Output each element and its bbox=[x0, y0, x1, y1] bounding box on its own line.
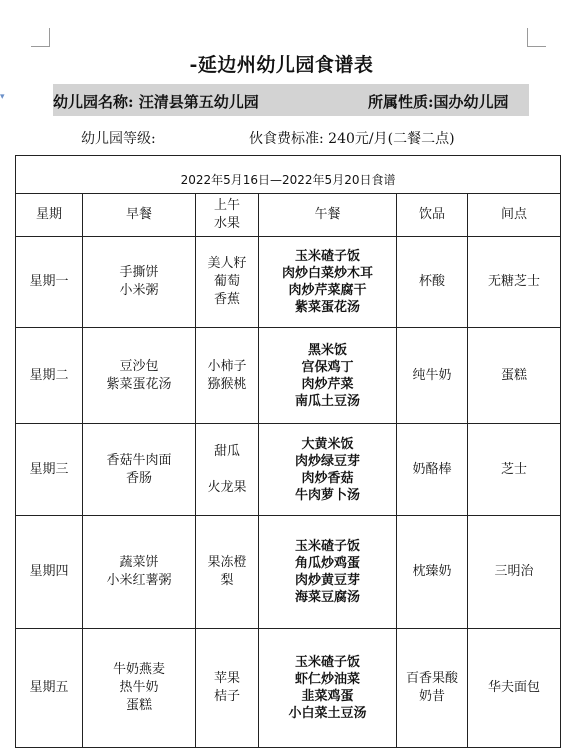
snack-item: 三明治 bbox=[494, 564, 534, 579]
nature-label: 所属性质: bbox=[368, 93, 434, 111]
fruit-cell bbox=[196, 516, 259, 629]
fruit-item: 甜瓜 bbox=[213, 443, 240, 459]
lunch-cell bbox=[259, 424, 397, 516]
lunch-item: 大黄米饭 bbox=[301, 436, 354, 452]
lunch-item: 角瓜炒鸡蛋 bbox=[294, 556, 360, 571]
weekday-cell: 星期三 bbox=[16, 424, 83, 516]
header-weekday: 星期 bbox=[16, 194, 83, 237]
lunch-item: 玉米碴子饭 bbox=[294, 249, 360, 264]
breakfast-item: 蛋糕 bbox=[125, 698, 152, 713]
header-drink: 饮品 bbox=[397, 194, 468, 237]
kindergarten-nature-line bbox=[368, 91, 509, 112]
name-label: 幼儿园名称: bbox=[53, 93, 134, 111]
lunch-item: 肉炒黄豆芽 bbox=[294, 573, 360, 588]
menu-row bbox=[16, 629, 561, 748]
header-lunch: 午餐 bbox=[259, 194, 397, 237]
lunch-item: 小白菜土豆汤 bbox=[288, 706, 367, 721]
fruit-cell bbox=[196, 629, 259, 748]
lunch-cell bbox=[259, 328, 397, 424]
breakfast-item: 香肠 bbox=[125, 470, 152, 486]
lunch-item: 海菜豆腐汤 bbox=[294, 590, 360, 605]
fee-label: 伙食费标准: bbox=[249, 131, 324, 147]
nature-value: 国办幼儿园 bbox=[433, 93, 509, 111]
cursor-mark-icon: ▾ bbox=[0, 92, 5, 102]
drink-item: 枕臻奶 bbox=[412, 564, 452, 579]
weekday-cell: 星期一 bbox=[16, 237, 83, 328]
lunch-item: 宫保鸡丁 bbox=[301, 359, 354, 375]
drink-cell bbox=[397, 328, 468, 424]
fruit-item: 火龙果 bbox=[207, 479, 247, 495]
lunch-cell bbox=[259, 516, 397, 629]
snack-item: 芝士 bbox=[501, 461, 528, 477]
drink-item: 奶酪棒 bbox=[412, 461, 452, 477]
snack-cell bbox=[468, 629, 561, 748]
lunch-item: 韭菜鸡蛋 bbox=[301, 689, 354, 704]
header-snack: 间点 bbox=[468, 194, 561, 237]
menu-row bbox=[16, 237, 561, 328]
lunch-cell bbox=[259, 237, 397, 328]
menu-row bbox=[16, 328, 561, 424]
breakfast-item: 小米红薯粥 bbox=[106, 573, 172, 588]
lunch-item: 肉炒芹菜腐干 bbox=[288, 283, 367, 298]
header-breakfast: 早餐 bbox=[83, 194, 196, 237]
fee-value: 240元/月(二餐二点) bbox=[328, 131, 455, 147]
page-corner-mark-left bbox=[31, 28, 50, 47]
page-corner-mark-right bbox=[527, 28, 546, 47]
lunch-item: 肉炒芹菜 bbox=[301, 376, 354, 392]
breakfast-item: 紫菜蛋花汤 bbox=[106, 376, 172, 392]
drink-item: 纯牛奶 bbox=[412, 367, 452, 383]
lunch-cell bbox=[259, 629, 397, 748]
lunch-item: 虾仁炒油菜 bbox=[294, 672, 360, 687]
menu-row bbox=[16, 516, 561, 629]
drink-cell bbox=[397, 424, 468, 516]
snack-item: 无糖芝士 bbox=[488, 274, 541, 289]
breakfast-cell bbox=[83, 237, 196, 328]
breakfast-item: 牛奶燕麦 bbox=[112, 662, 165, 677]
blank-line bbox=[198, 461, 256, 479]
fruit-item: 小柿子 bbox=[207, 358, 247, 374]
breakfast-item: 手撕饼 bbox=[119, 265, 159, 280]
name-value: 汪清县第五幼儿园 bbox=[138, 93, 259, 111]
menu-table bbox=[15, 155, 561, 748]
breakfast-item: 豆沙包 bbox=[119, 358, 159, 374]
snack-item: 华夫面包 bbox=[488, 680, 541, 695]
fruit-cell bbox=[196, 424, 259, 516]
lunch-item: 紫菜蛋花汤 bbox=[294, 300, 360, 315]
lunch-item: 玉米碴子饭 bbox=[294, 539, 360, 554]
drink-item: 奶昔 bbox=[418, 689, 445, 704]
date-row bbox=[16, 156, 561, 194]
kindergarten-name-line bbox=[53, 91, 259, 112]
fruit-item: 香蕉 bbox=[213, 292, 240, 307]
drink-item: 杯酸 bbox=[418, 274, 445, 289]
fee-line bbox=[249, 128, 455, 148]
breakfast-cell bbox=[83, 629, 196, 748]
breakfast-item: 蔬菜饼 bbox=[119, 555, 159, 570]
breakfast-item: 热牛奶 bbox=[119, 680, 159, 695]
lunch-item: 黑米饭 bbox=[307, 342, 347, 358]
fruit-item: 猕猴桃 bbox=[207, 376, 247, 392]
menu-table-body bbox=[16, 156, 561, 748]
snack-cell bbox=[468, 424, 561, 516]
weekday-cell: 星期二 bbox=[16, 328, 83, 424]
fruit-item: 葡萄 bbox=[213, 274, 240, 289]
breakfast-item: 香菇牛肉面 bbox=[106, 452, 172, 468]
header-morning-fruit bbox=[196, 194, 259, 237]
page-title: -延边州幼儿园食谱表 bbox=[189, 54, 374, 76]
lunch-item: 肉炒香菇 bbox=[301, 470, 354, 486]
fruit-item: 美人籽 bbox=[207, 256, 247, 271]
fruit-item: 苹果 bbox=[213, 671, 240, 686]
breakfast-cell bbox=[83, 516, 196, 629]
fruit-item: 桔子 bbox=[213, 689, 240, 704]
breakfast-item: 小米粥 bbox=[119, 283, 159, 298]
snack-item: 蛋糕 bbox=[501, 367, 528, 383]
lunch-item: 肉炒绿豆芽 bbox=[294, 453, 360, 469]
snack-cell bbox=[468, 516, 561, 629]
fruit-item: 果冻橙 bbox=[207, 555, 247, 570]
fruit-cell bbox=[196, 328, 259, 424]
fruit-item: 梨 bbox=[220, 573, 234, 588]
lunch-item: 牛肉萝卜汤 bbox=[294, 487, 360, 503]
breakfast-cell bbox=[83, 424, 196, 516]
grade-label: 幼儿园等级: bbox=[81, 131, 156, 147]
drink-cell bbox=[397, 237, 468, 328]
date-range-cell: 2022年5月16日—2022年5月20日食谱 bbox=[16, 156, 561, 194]
breakfast-cell bbox=[83, 328, 196, 424]
lunch-item: 肉炒白菜炒木耳 bbox=[281, 266, 373, 281]
lunch-item: 南瓜土豆汤 bbox=[294, 393, 360, 409]
drink-item: 百香果酸 bbox=[405, 671, 458, 686]
weekday-cell: 星期五 bbox=[16, 629, 83, 748]
header-row bbox=[16, 194, 561, 237]
drink-cell bbox=[397, 516, 468, 629]
snack-cell bbox=[468, 237, 561, 328]
snack-cell bbox=[468, 328, 561, 424]
lunch-item: 玉米碴子饭 bbox=[294, 655, 360, 670]
menu-row bbox=[16, 424, 561, 516]
drink-cell bbox=[397, 629, 468, 748]
fruit-cell bbox=[196, 237, 259, 328]
header-morning-fruit-text: 上午水果 bbox=[213, 198, 240, 231]
weekday-cell: 星期四 bbox=[16, 516, 83, 629]
